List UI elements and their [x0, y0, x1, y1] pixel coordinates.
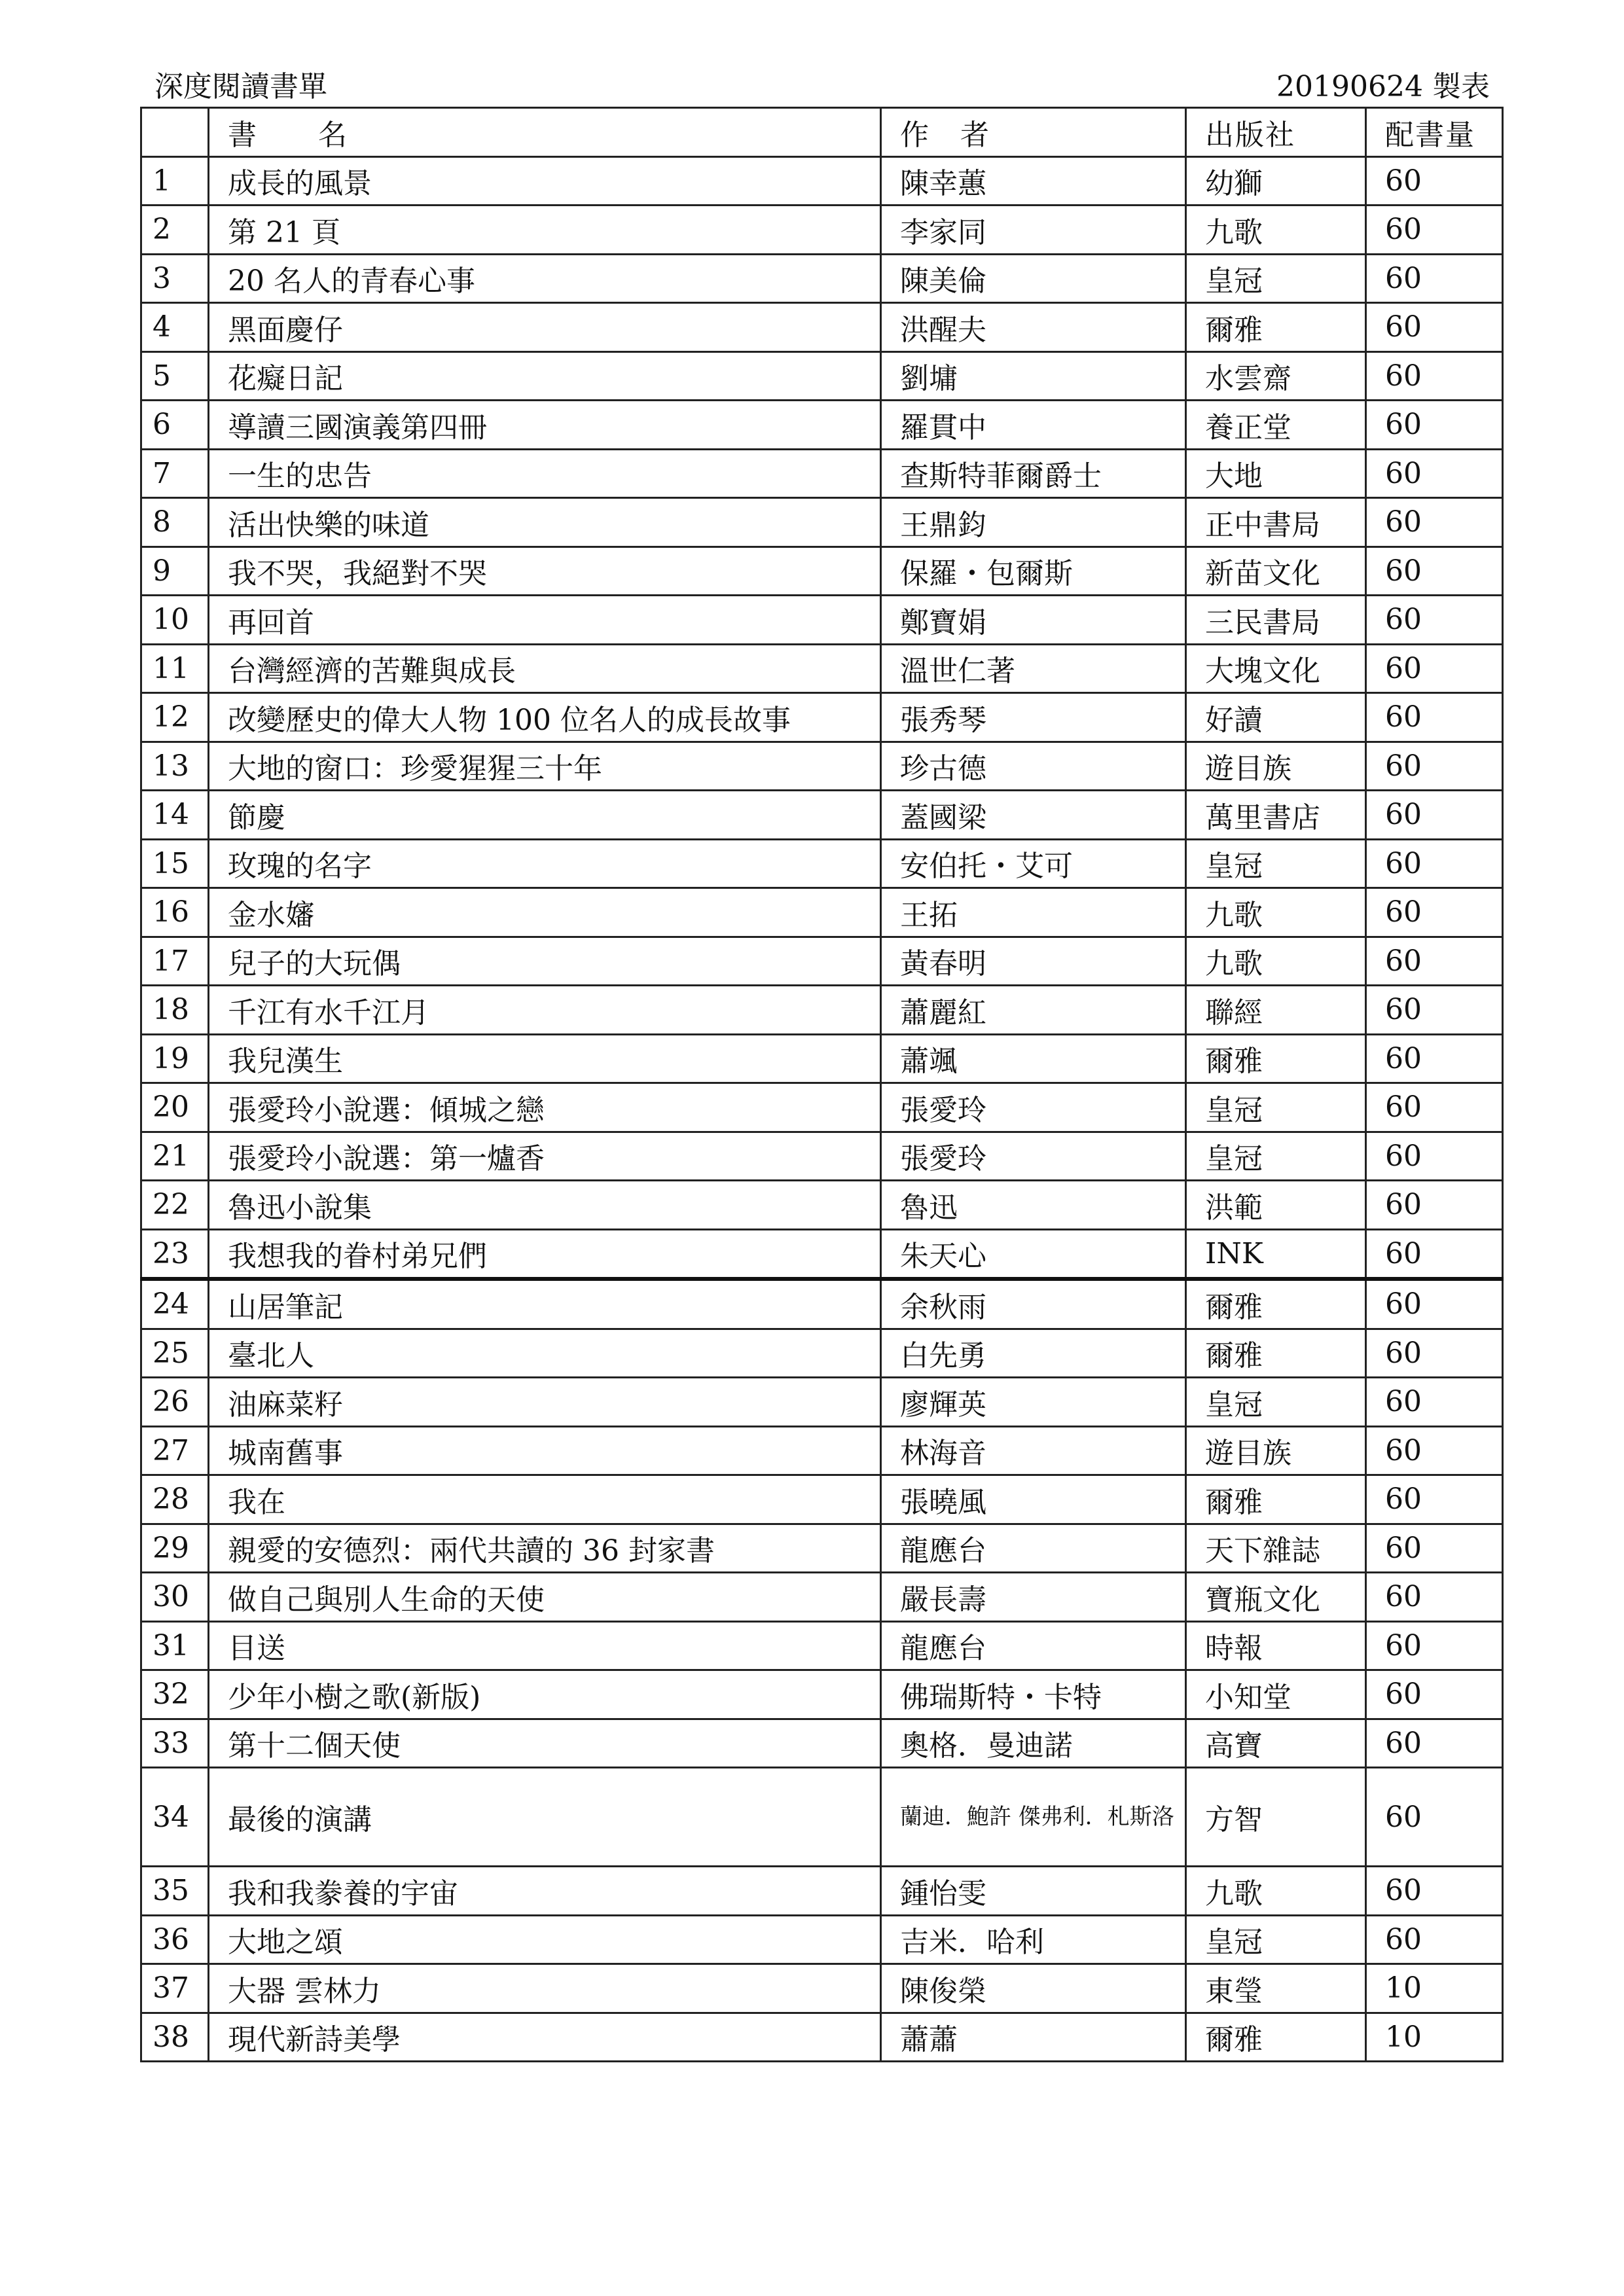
row-quantity: 60 — [1366, 303, 1503, 352]
row-quantity: 60 — [1366, 1181, 1503, 1230]
row-publisher: 大塊文化 — [1186, 644, 1366, 693]
table-row — [141, 888, 1503, 937]
row-publisher: 皇冠 — [1186, 1132, 1366, 1181]
table-row — [141, 742, 1503, 791]
table-row — [141, 1132, 1503, 1181]
row-index: 14 — [141, 791, 209, 840]
row-title: 第 21 頁 — [209, 206, 881, 255]
row-author: 張愛玲 — [881, 1132, 1186, 1181]
row-quantity: 60 — [1366, 888, 1503, 937]
row-author: 李家同 — [881, 206, 1186, 255]
row-publisher: 大地 — [1186, 449, 1366, 498]
row-publisher: 九歌 — [1186, 1867, 1366, 1916]
row-publisher: 天下雜誌 — [1186, 1524, 1366, 1573]
row-index: 2 — [141, 206, 209, 255]
header-author: 作 者 — [881, 108, 1186, 157]
row-publisher: 九歌 — [1186, 888, 1366, 937]
table-row — [141, 2013, 1503, 2062]
row-author: 洪醒夫 — [881, 303, 1186, 352]
row-index: 6 — [141, 401, 209, 450]
table-row — [141, 1329, 1503, 1378]
row-publisher: 聯經 — [1186, 986, 1366, 1035]
row-quantity: 10 — [1366, 2013, 1503, 2062]
row-author: 王拓 — [881, 888, 1186, 937]
row-publisher: 養正堂 — [1186, 401, 1366, 450]
table-row — [141, 1034, 1503, 1083]
row-author: 安伯托・艾可 — [881, 839, 1186, 888]
row-author: 張愛玲 — [881, 1083, 1186, 1132]
row-quantity: 60 — [1366, 693, 1503, 742]
row-title: 活出快樂的味道 — [209, 498, 881, 547]
row-quantity: 60 — [1366, 206, 1503, 255]
table-row — [141, 1573, 1503, 1622]
table-row — [141, 1621, 1503, 1670]
row-publisher: 萬里書店 — [1186, 791, 1366, 840]
row-title: 20 名人的青春心事 — [209, 254, 881, 303]
row-title: 再回首 — [209, 596, 881, 645]
row-publisher: 寶瓶文化 — [1186, 1573, 1366, 1622]
header-publisher: 出版社 — [1186, 108, 1366, 157]
row-title: 花癡日記 — [209, 351, 881, 401]
row-quantity: 60 — [1366, 1426, 1503, 1475]
row-author-text: 蘭迪．鮑許 傑弗利．札斯洛 — [900, 1804, 1174, 1830]
row-publisher: INK — [1186, 1229, 1366, 1279]
row-quantity: 60 — [1366, 839, 1503, 888]
row-quantity: 60 — [1366, 156, 1503, 206]
table-row — [141, 1279, 1503, 1329]
row-index: 15 — [141, 839, 209, 888]
row-quantity: 60 — [1366, 1670, 1503, 1719]
book-list-table — [140, 107, 1504, 2062]
row-quantity: 60 — [1366, 791, 1503, 840]
row-index: 9 — [141, 547, 209, 596]
row-index: 5 — [141, 351, 209, 401]
row-title: 城南舊事 — [209, 1426, 881, 1475]
row-author: 張曉風 — [881, 1475, 1186, 1524]
row-publisher: 三民書局 — [1186, 596, 1366, 645]
row-index: 11 — [141, 644, 209, 693]
row-publisher: 爾雅 — [1186, 303, 1366, 352]
row-title: 臺北人 — [209, 1329, 881, 1378]
table-row — [141, 1378, 1503, 1427]
header-index — [141, 108, 209, 157]
row-quantity: 60 — [1366, 1524, 1503, 1573]
row-publisher: 高寶 — [1186, 1719, 1366, 1768]
row-title: 千江有水千江月 — [209, 986, 881, 1035]
row-index: 36 — [141, 1915, 209, 1964]
row-quantity: 60 — [1366, 1329, 1503, 1378]
row-title: 玫瑰的名字 — [209, 839, 881, 888]
table-row — [141, 693, 1503, 742]
row-publisher: 皇冠 — [1186, 1083, 1366, 1132]
row-publisher: 東瑩 — [1186, 1964, 1366, 2013]
table-row — [141, 1524, 1503, 1573]
row-quantity: 60 — [1366, 1132, 1503, 1181]
row-index: 21 — [141, 1132, 209, 1181]
row-author: 王鼎鈞 — [881, 498, 1186, 547]
table-row — [141, 1964, 1503, 2013]
row-quantity: 60 — [1366, 644, 1503, 693]
row-publisher: 爾雅 — [1186, 1034, 1366, 1083]
row-quantity: 60 — [1366, 986, 1503, 1035]
row-author: 余秋雨 — [881, 1279, 1186, 1329]
table-row — [141, 839, 1503, 888]
row-author: 白先勇 — [881, 1329, 1186, 1378]
row-quantity: 60 — [1366, 1378, 1503, 1427]
row-index: 4 — [141, 303, 209, 352]
row-publisher: 好讀 — [1186, 693, 1366, 742]
row-index: 27 — [141, 1426, 209, 1475]
row-index: 29 — [141, 1524, 209, 1573]
row-quantity: 60 — [1366, 1229, 1503, 1279]
row-index: 33 — [141, 1719, 209, 1768]
document-date: 20190624 製表 — [1276, 70, 1490, 103]
row-index: 23 — [141, 1229, 209, 1279]
row-index: 13 — [141, 742, 209, 791]
row-title: 兒子的大玩偶 — [209, 937, 881, 986]
row-index: 28 — [141, 1475, 209, 1524]
row-index: 10 — [141, 596, 209, 645]
table-row — [141, 986, 1503, 1035]
row-publisher: 方智 — [1186, 1768, 1366, 1867]
row-author: 查斯特菲爾爵士 — [881, 449, 1186, 498]
row-publisher: 九歌 — [1186, 937, 1366, 986]
table-body — [141, 156, 1503, 2062]
table-row — [141, 1426, 1503, 1475]
table-row — [141, 937, 1503, 986]
row-publisher: 正中書局 — [1186, 498, 1366, 547]
row-title: 現代新詩美學 — [209, 2013, 881, 2062]
row-index: 16 — [141, 888, 209, 937]
row-publisher: 幼獅 — [1186, 156, 1366, 206]
row-index: 34 — [141, 1768, 209, 1867]
row-author: 蓋國梁 — [881, 791, 1186, 840]
row-quantity: 60 — [1366, 937, 1503, 986]
table-row — [141, 791, 1503, 840]
row-title: 做自己與別人生命的天使 — [209, 1573, 881, 1622]
row-quantity: 60 — [1366, 1279, 1503, 1329]
table-row — [141, 1768, 1503, 1867]
row-publisher: 九歌 — [1186, 206, 1366, 255]
row-quantity: 60 — [1366, 449, 1503, 498]
row-author: 鄭寶娟 — [881, 596, 1186, 645]
row-quantity: 60 — [1366, 1083, 1503, 1132]
table-row — [141, 1229, 1503, 1279]
row-author: 嚴長壽 — [881, 1573, 1186, 1622]
row-publisher: 遊目族 — [1186, 1426, 1366, 1475]
row-title: 第十二個天使 — [209, 1719, 881, 1768]
table-header-row — [141, 108, 1503, 157]
row-title: 節慶 — [209, 791, 881, 840]
row-title: 我想我的眷村弟兄們 — [209, 1229, 881, 1279]
table-row — [141, 1915, 1503, 1964]
table-row — [141, 1181, 1503, 1230]
row-publisher: 水雲齋 — [1186, 351, 1366, 401]
row-quantity: 60 — [1366, 1768, 1503, 1867]
row-index: 38 — [141, 2013, 209, 2062]
row-index: 24 — [141, 1279, 209, 1329]
row-author: 奧格．曼迪諾 — [881, 1719, 1186, 1768]
row-publisher: 皇冠 — [1186, 254, 1366, 303]
row-quantity: 10 — [1366, 1964, 1503, 2013]
row-quantity: 60 — [1366, 1915, 1503, 1964]
row-title: 黑面慶仔 — [209, 303, 881, 352]
row-quantity: 60 — [1366, 596, 1503, 645]
row-publisher: 爾雅 — [1186, 2013, 1366, 2062]
row-index: 20 — [141, 1083, 209, 1132]
row-index: 37 — [141, 1964, 209, 2013]
row-title: 台灣經濟的苦難與成長 — [209, 644, 881, 693]
header-title: 書 名 — [209, 108, 881, 157]
row-author: 龍應台 — [881, 1524, 1186, 1573]
row-title: 我在 — [209, 1475, 881, 1524]
row-title: 大地之頌 — [209, 1915, 881, 1964]
table-row — [141, 206, 1503, 255]
table-row — [141, 1719, 1503, 1768]
header-quantity: 配書量 — [1366, 108, 1503, 157]
table-row — [141, 351, 1503, 401]
row-index: 17 — [141, 937, 209, 986]
row-index: 12 — [141, 693, 209, 742]
document-title: 深度閱讀書單 — [154, 70, 327, 103]
row-publisher: 小知堂 — [1186, 1670, 1366, 1719]
row-author: 保羅・包爾斯 — [881, 547, 1186, 596]
row-author: 龍應台 — [881, 1621, 1186, 1670]
table-row — [141, 1083, 1503, 1132]
row-publisher: 爾雅 — [1186, 1329, 1366, 1378]
row-author: 羅貫中 — [881, 401, 1186, 450]
row-title: 最後的演講 — [209, 1768, 881, 1867]
row-publisher: 洪範 — [1186, 1181, 1366, 1230]
row-author: 蕭麗紅 — [881, 986, 1186, 1035]
table-row — [141, 254, 1503, 303]
row-quantity: 60 — [1366, 1719, 1503, 1768]
row-index: 18 — [141, 986, 209, 1035]
row-author: 珍古德 — [881, 742, 1186, 791]
row-index: 22 — [141, 1181, 209, 1230]
row-title: 山居筆記 — [209, 1279, 881, 1329]
row-title: 大地的窗口：珍愛猩猩三十年 — [209, 742, 881, 791]
row-publisher: 皇冠 — [1186, 1915, 1366, 1964]
row-publisher: 時報 — [1186, 1621, 1366, 1670]
table-row — [141, 156, 1503, 206]
row-quantity: 60 — [1366, 254, 1503, 303]
table-row — [141, 644, 1503, 693]
row-author: 林海音 — [881, 1426, 1186, 1475]
row-title: 張愛玲小說選：傾城之戀 — [209, 1083, 881, 1132]
row-index: 35 — [141, 1867, 209, 1916]
row-author: 陳美倫 — [881, 254, 1186, 303]
row-author: 魯迅 — [881, 1181, 1186, 1230]
row-title: 成長的風景 — [209, 156, 881, 206]
table-row — [141, 547, 1503, 596]
row-quantity: 60 — [1366, 351, 1503, 401]
row-title: 改變歷史的偉大人物 100 位名人的成長故事 — [209, 693, 881, 742]
row-publisher: 爾雅 — [1186, 1279, 1366, 1329]
row-title: 一生的忠告 — [209, 449, 881, 498]
row-author: 溫世仁著 — [881, 644, 1186, 693]
row-title: 我和我豢養的宇宙 — [209, 1867, 881, 1916]
row-title: 大器 雲林力 — [209, 1964, 881, 2013]
row-author: 陳幸蕙 — [881, 156, 1186, 206]
row-publisher: 遊目族 — [1186, 742, 1366, 791]
row-title: 我不哭，我絕對不哭 — [209, 547, 881, 596]
row-title: 張愛玲小說選：第一爐香 — [209, 1132, 881, 1181]
row-index: 31 — [141, 1621, 209, 1670]
row-publisher: 新苗文化 — [1186, 547, 1366, 596]
row-author: 朱天心 — [881, 1229, 1186, 1279]
row-quantity: 60 — [1366, 1475, 1503, 1524]
row-index: 30 — [141, 1573, 209, 1622]
row-index: 25 — [141, 1329, 209, 1378]
row-index: 32 — [141, 1670, 209, 1719]
row-index: 3 — [141, 254, 209, 303]
table-row — [141, 596, 1503, 645]
table-row — [141, 1670, 1503, 1719]
row-quantity: 60 — [1366, 1034, 1503, 1083]
table-row — [141, 1475, 1503, 1524]
row-title: 金水嬸 — [209, 888, 881, 937]
table-row — [141, 401, 1503, 450]
row-quantity: 60 — [1366, 1867, 1503, 1916]
row-author: 張秀琴 — [881, 693, 1186, 742]
row-title: 油麻菜籽 — [209, 1378, 881, 1427]
row-index: 7 — [141, 449, 209, 498]
row-title: 親愛的安德烈：兩代共讀的 36 封家書 — [209, 1524, 881, 1573]
row-index: 26 — [141, 1378, 209, 1427]
row-author: 陳俊榮 — [881, 1964, 1186, 2013]
table-row — [141, 498, 1503, 547]
row-title: 少年小樹之歌(新版) — [209, 1670, 881, 1719]
row-title: 目送 — [209, 1621, 881, 1670]
row-author — [881, 1768, 1186, 1867]
row-quantity: 60 — [1366, 498, 1503, 547]
row-publisher: 皇冠 — [1186, 1378, 1366, 1427]
row-index: 19 — [141, 1034, 209, 1083]
row-index: 1 — [141, 156, 209, 206]
table-row — [141, 449, 1503, 498]
row-author: 吉米．哈利 — [881, 1915, 1186, 1964]
table-row — [141, 1867, 1503, 1916]
table-row — [141, 303, 1503, 352]
row-title: 魯迅小說集 — [209, 1181, 881, 1230]
row-quantity: 60 — [1366, 1573, 1503, 1622]
row-title: 導讀三國演義第四冊 — [209, 401, 881, 450]
row-publisher: 爾雅 — [1186, 1475, 1366, 1524]
row-author: 佛瑞斯特・卡特 — [881, 1670, 1186, 1719]
row-quantity: 60 — [1366, 1621, 1503, 1670]
document-header — [154, 63, 1490, 103]
row-index: 8 — [141, 498, 209, 547]
row-publisher: 皇冠 — [1186, 839, 1366, 888]
row-author: 黃春明 — [881, 937, 1186, 986]
row-author: 鍾怡雯 — [881, 1867, 1186, 1916]
row-quantity: 60 — [1366, 742, 1503, 791]
row-author: 劉墉 — [881, 351, 1186, 401]
row-author: 蕭颯 — [881, 1034, 1186, 1083]
row-quantity: 60 — [1366, 547, 1503, 596]
row-title: 我兒漢生 — [209, 1034, 881, 1083]
row-quantity: 60 — [1366, 401, 1503, 450]
row-author: 廖輝英 — [881, 1378, 1186, 1427]
row-author: 蕭蕭 — [881, 2013, 1186, 2062]
